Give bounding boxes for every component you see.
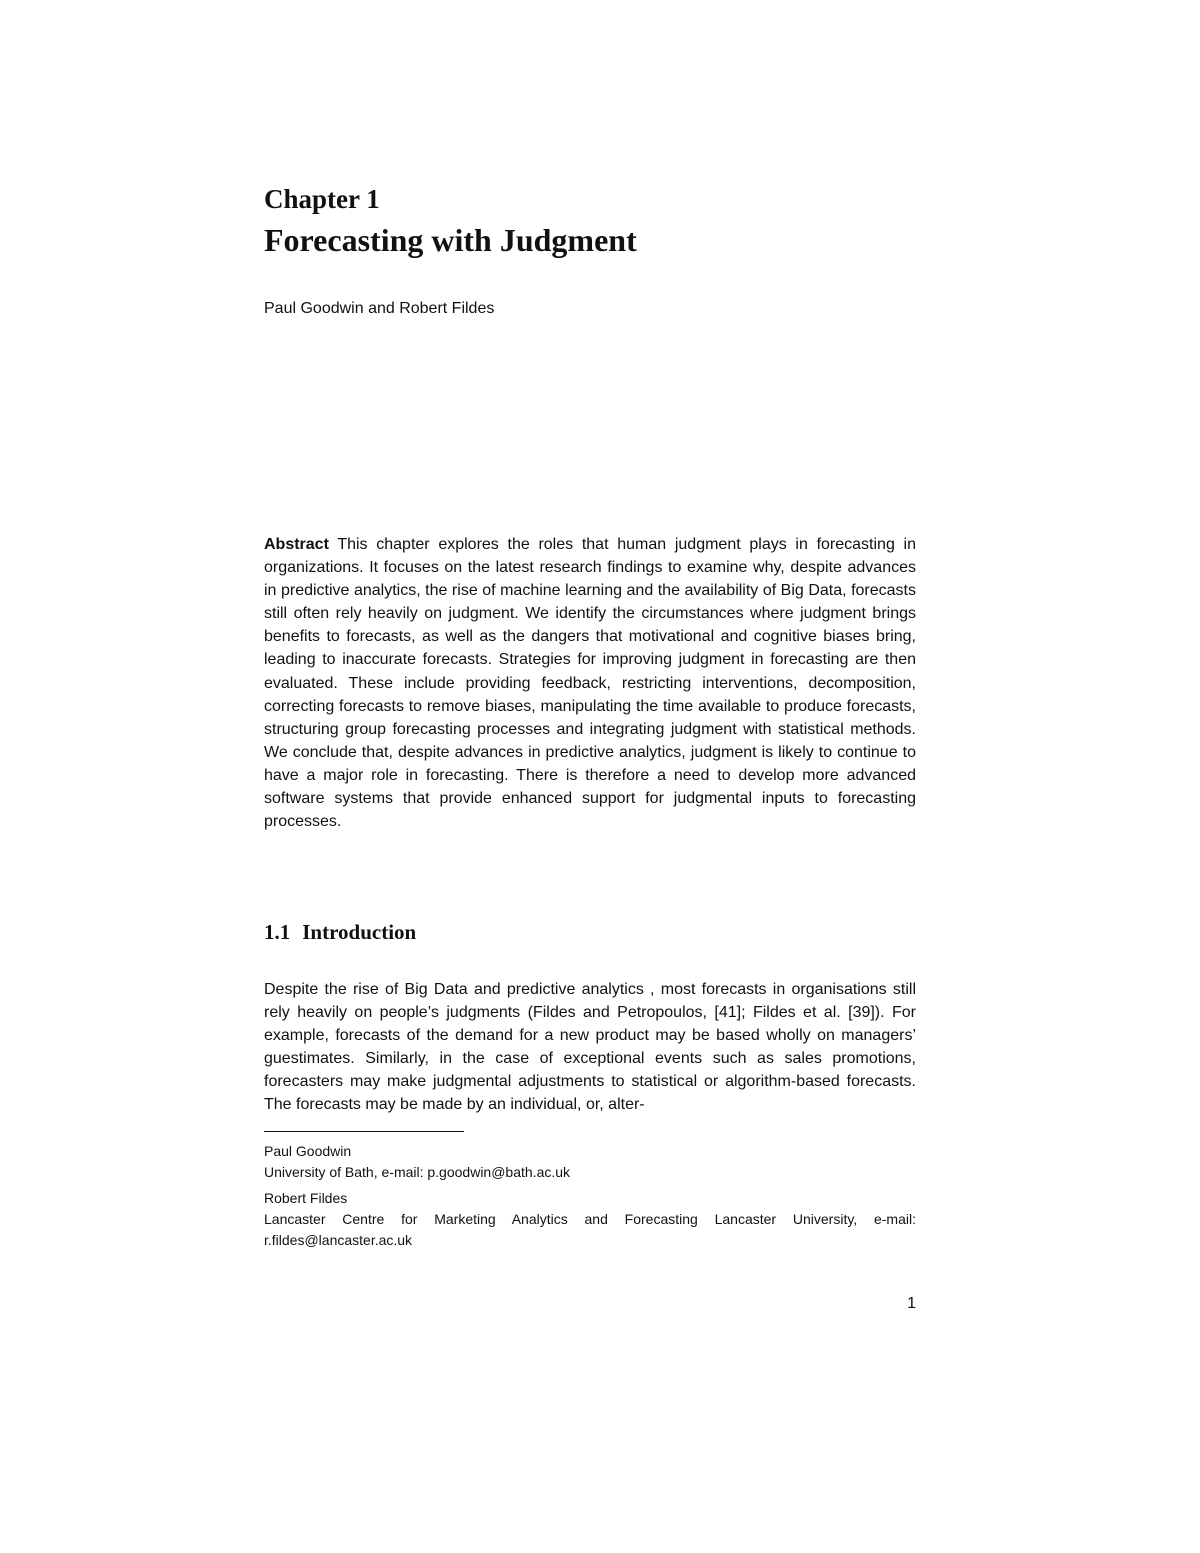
section-number: 1.1 xyxy=(264,920,291,944)
abstract-text: This chapter explores the roles that human judgment plays in forecasting in organizations. It focuses on the latest research findings to examine why, despite advances in predictive analytics, the rise of machine learning and the availability of Big Data, forecasts still often rely heavily on judgment. We identify the circumstances where judgment brings benefits to forecasts, as well as the dangers that motivational and cognitive biases bring, leading to inaccurate forecasts. Strategies for improving judgment in forecasting are then evaluated. These include providing feedback, restricting interventions, decomposition, correcting forecasts to remove biases, manipulating the time available to produce forecasts, structuring group forecasting processes and integrating judgment with statistical methods. We conclude that, despite advances in predictive analytics, judgment is likely to continue to have a major role in forecasting. There is therefore a need to develop more advanced software systems that provide enhanced support for judgmental inputs to forecasting processes. xyxy=(264,536,917,831)
footnote-divider xyxy=(264,1131,464,1132)
author-list: Paul Goodwin and Robert Fildes xyxy=(264,300,495,317)
abstract-label: Abstract xyxy=(264,536,329,553)
chapter-label: Chapter 1 xyxy=(264,184,380,214)
footnote-author-2-affiliation: Lancaster Centre for Marketing Analytics and Forecasting Lancaster University, e-mail: xyxy=(264,1211,916,1227)
footnote-author-1-affiliation: University of Bath, e-mail: p.goodwin@bath.ac.uk xyxy=(264,1164,571,1180)
chapter-title: Forecasting with Judgment xyxy=(264,222,637,258)
abstract xyxy=(264,533,916,833)
footnote-author-2-email: r.fildes@lancaster.ac.uk xyxy=(264,1232,413,1248)
page-number: 1 xyxy=(907,1295,916,1312)
introduction-paragraph: Despite the rise of Big Data and predictive analytics , most forecasts in organisations still rely heavily on people’s judgments (Fildes and Petropoulos, [41]; Fildes et al. [39]). For example, forecasts of the demand for a new product may be based wholly on managers’ guestimates. Similarly, in the case of exceptional events such as sales promotions, forecasters may make judgmental adjustments to statistical or algorithm-based forecasts. The forecasts may be made by an individual, or, alter- xyxy=(264,981,916,1114)
footnote-author-1-name: Paul Goodwin xyxy=(264,1143,352,1159)
footnote-author-2 xyxy=(264,1188,916,1251)
section-title: Introduction xyxy=(302,920,417,944)
section-heading xyxy=(264,918,416,946)
footnote-author-1 xyxy=(264,1141,916,1183)
footnote-author-2-name: Robert Fildes xyxy=(264,1190,348,1206)
